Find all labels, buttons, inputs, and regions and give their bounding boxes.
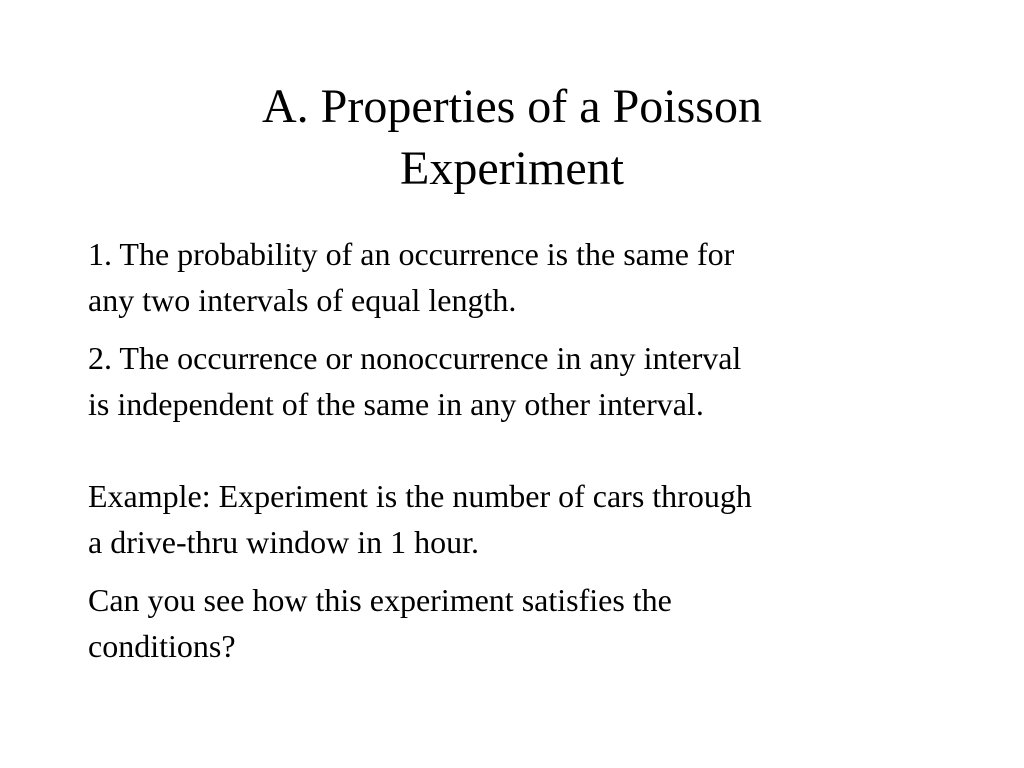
paragraph-line: any two intervals of equal length. [88,282,517,318]
paragraph-line: Can you see how this experiment satisfies the [88,582,672,618]
slide-title [112,76,912,200]
paragraph-line: conditions? [88,628,236,664]
slide-body [88,231,948,681]
slide-title-line-1: A. Properties of a Poisson [262,80,762,133]
example-paragraph [88,473,948,565]
paragraph-line: a drive-thru window in 1 hour. [88,524,480,560]
paragraph-line: Example: Experiment is the number of cars through [88,478,752,514]
paragraph-line: is independent of the same in any other interval. [88,386,704,422]
paragraph-line: 2. The occurrence or nonoccurrence in any interval [88,340,742,376]
paragraph-line: 1. The probability of an occurrence is the same for [88,236,735,272]
question-paragraph [88,577,948,669]
property-2-paragraph [88,335,948,427]
slide-title-line-2: Experiment [400,142,624,195]
property-1-paragraph [88,231,948,323]
